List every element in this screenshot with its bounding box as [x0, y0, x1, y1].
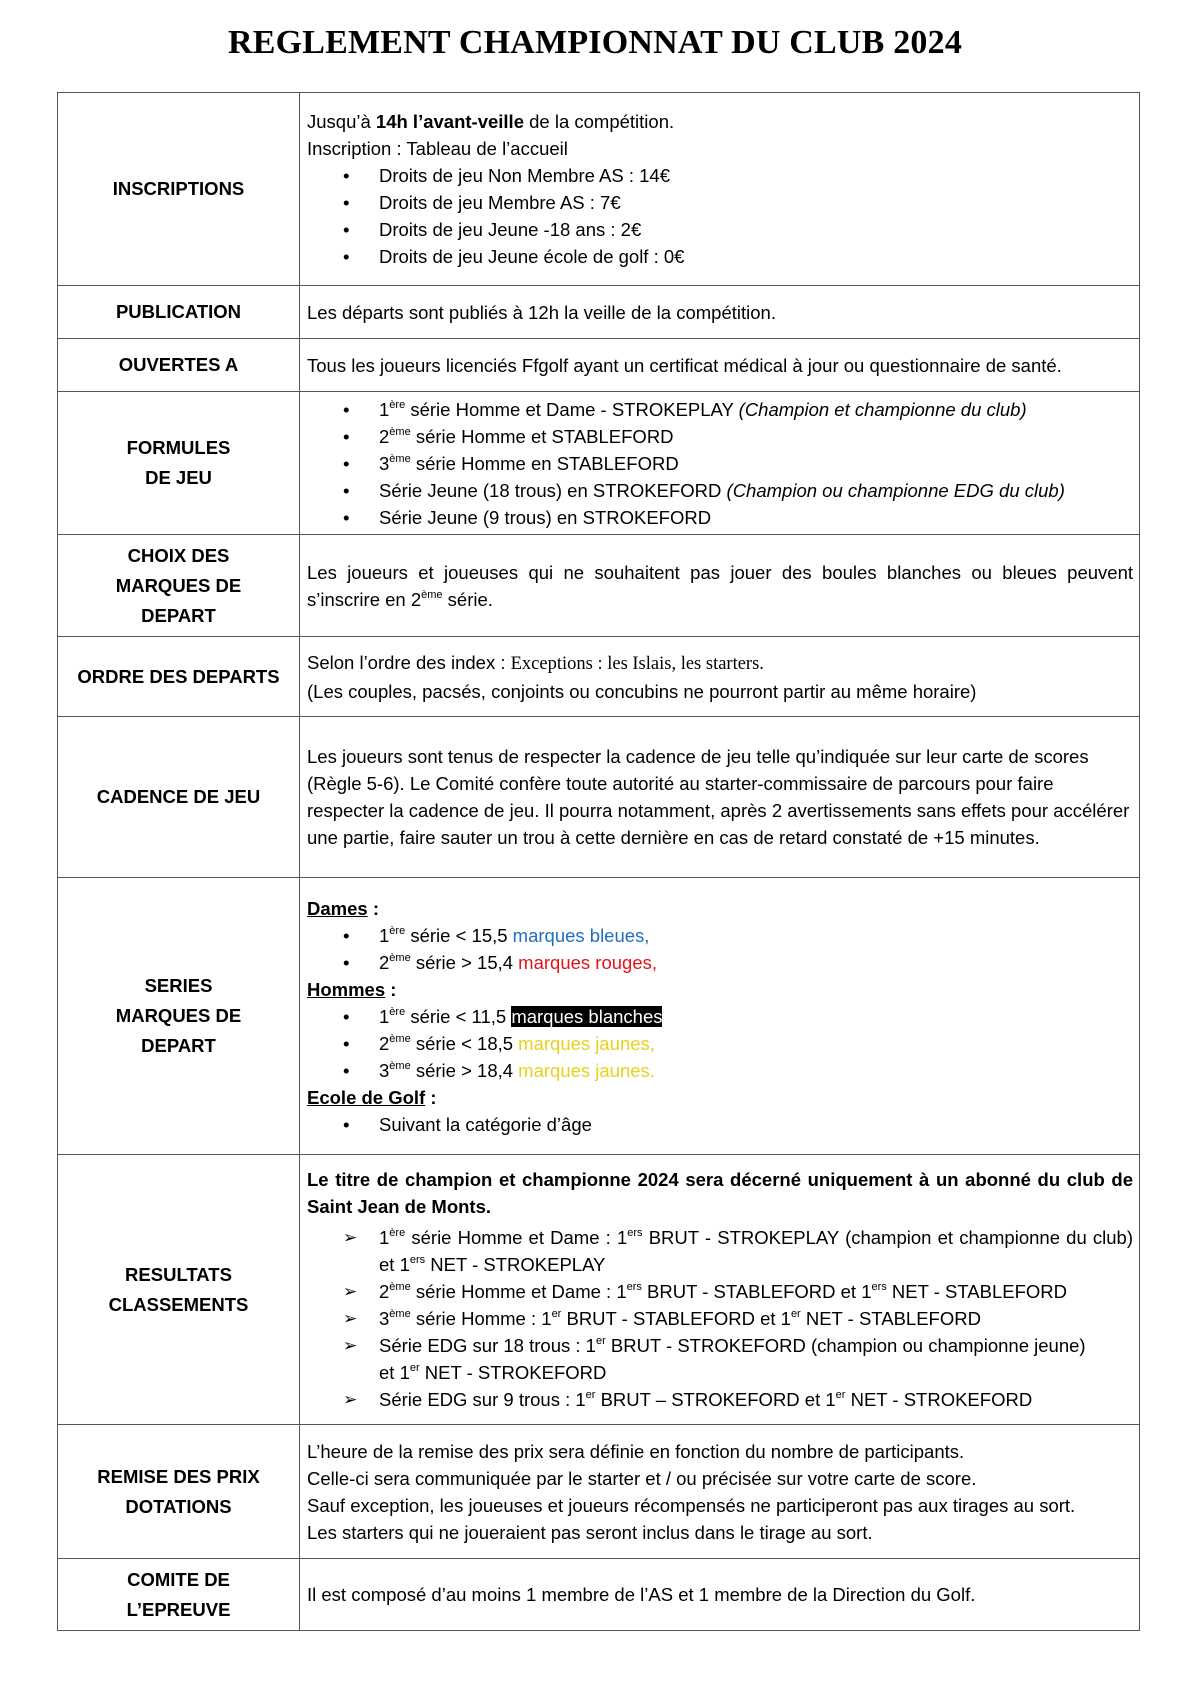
- section-label: Ecole de Golf: [307, 1086, 426, 1108]
- list-item: [307, 1332, 1133, 1386]
- text: Série EDG sur 18 trous : 1: [379, 1335, 596, 1356]
- rules-table: [57, 92, 1140, 1631]
- label-text: OUVERTES A: [118, 354, 239, 375]
- text: série > 18,4: [410, 1059, 519, 1081]
- content-comite: Il est composé d’au moins 1 membre de l’AS et 1 membre de la Direction du Golf.: [300, 1559, 1140, 1631]
- text: NET - STABLEFORD: [800, 1308, 981, 1329]
- ordre-line-2: (Les couples, pacsés, conjoints ou concubins ne pourront partir au même horaire): [307, 680, 977, 702]
- text: série.: [442, 588, 493, 610]
- content-series: [300, 878, 1140, 1155]
- list-item: • Suivant la catégorie d’âge: [307, 1111, 1133, 1138]
- text: série Homme et Dame : 1: [410, 1281, 627, 1302]
- text: série < 15,5: [405, 924, 513, 946]
- dames-list: [307, 922, 1133, 976]
- sup: ème: [389, 452, 411, 465]
- text: de la compétition.: [523, 111, 675, 132]
- label-text: L’EPREUVE: [126, 1598, 231, 1620]
- sup: ère: [389, 1005, 406, 1018]
- remise-line: L’heure de la remise des prix sera définie en fonction du nombre de participants.: [307, 1440, 965, 1462]
- text: série Homme en STABLEFORD: [410, 452, 679, 474]
- content-cadence: Les joueurs sont tenus de respecter la cadence de jeu telle qu’indiquée sur leur carte de scores (Règle 5-6). Le Comité confère toute autorité au starter-commissaire de parcours pour faire respecter la cadence de jeu. Il pourra notamment, après 2 avertissements sans effets pour accélérer une partie, faire sauter un trou à cette dernière en cas de retard constaté de +15 minutes.: [300, 717, 1140, 878]
- mark-blue: marques bleues,: [512, 924, 650, 946]
- content-inscriptions: [300, 93, 1140, 286]
- text: série < 11,5: [405, 1005, 512, 1027]
- label-text: DEPART: [141, 604, 216, 626]
- list-item: • Droits de jeu Non Membre AS : 14€: [307, 162, 1133, 189]
- sup: ème: [389, 425, 411, 438]
- text: Jusqu’à: [307, 111, 376, 132]
- sup: er: [551, 1308, 562, 1320]
- exceptions-text: Exceptions : les Islais, les starters.: [510, 653, 764, 674]
- text: NET - STROKEPLAY: [425, 1254, 606, 1275]
- resultats-intro: Le titre de champion et championne 2024 sera décerné uniquement à un abonné du club de Saint Jean de Monts.: [307, 1169, 1133, 1217]
- sup: ème: [389, 951, 411, 964]
- sup: ers: [626, 1281, 642, 1293]
- label-resultats: [58, 1155, 300, 1425]
- label-inscriptions: [58, 93, 300, 286]
- resultats-list: [307, 1224, 1133, 1413]
- label-text: SERIES: [144, 975, 213, 996]
- text: NET - STABLEFORD: [886, 1281, 1067, 1302]
- text: Série EDG sur 9 trous : 1: [379, 1389, 586, 1410]
- sup: ère: [389, 398, 406, 411]
- row-publication: [58, 286, 1140, 339]
- label-remise: [58, 1425, 300, 1559]
- deadline-bold: 14h l’avant-veille: [375, 111, 524, 132]
- list-item: [307, 1030, 1133, 1057]
- colon: :: [367, 897, 379, 919]
- row-cadence: [58, 717, 1140, 878]
- remise-line: Les starters qui ne joueraient pas seront inclus dans le tirage au sort.: [307, 1521, 873, 1543]
- text: 1: [379, 1227, 390, 1248]
- text: Série Jeune (9 trous) en STROKEFORD: [379, 506, 712, 528]
- text: BRUT – STROKEFORD et 1: [595, 1389, 836, 1410]
- content-ordre: [300, 637, 1140, 717]
- content-choix: [300, 535, 1140, 637]
- num: 1: [379, 924, 390, 946]
- label-text: MARQUES DE: [115, 1005, 242, 1026]
- content-publication: Les départs sont publiés à 12h la veille de la compétition.: [300, 286, 1140, 339]
- text: BRUT - STROKEPLAY (champion et championne du club) et 1: [379, 1227, 1133, 1275]
- section-label: Dames: [307, 897, 368, 919]
- remise-line: Sauf exception, les joueuses et joueurs récompensés ne participeront pas aux tirages au sort.: [307, 1494, 1076, 1516]
- ecole-heading: [307, 1084, 1133, 1111]
- num: 3: [379, 1059, 390, 1081]
- list-item: [307, 1057, 1133, 1084]
- sup: er: [835, 1389, 846, 1401]
- label-series: [58, 878, 300, 1155]
- label-text: ORDRE DES DEPARTS: [77, 665, 280, 687]
- text: et 1: [379, 1362, 410, 1383]
- list-item: • Droits de jeu Jeune -18 ans : 2€: [307, 216, 1133, 243]
- list-item: [307, 1386, 1133, 1413]
- num: 2: [379, 425, 390, 447]
- label-ordre: [58, 637, 300, 717]
- label-choix: [58, 535, 300, 637]
- label-text: RESULTATS: [125, 1263, 232, 1285]
- list-item: • Droits de jeu Membre AS : 7€: [307, 189, 1133, 216]
- sup: er: [585, 1389, 596, 1401]
- list-item: [307, 949, 1133, 976]
- list-item: [307, 1003, 1133, 1030]
- num: 1: [379, 1005, 390, 1027]
- mark-white: marques blanches: [511, 1005, 663, 1027]
- text: BRUT - STROKEFORD (champion ou championne jeune): [605, 1335, 1086, 1356]
- label-text: DOTATIONS: [125, 1495, 232, 1517]
- list-item: [307, 396, 1133, 423]
- ecole-list: [307, 1111, 1133, 1138]
- label-text: REMISE DES PRIX: [97, 1465, 260, 1487]
- content-ouvertes: Tous les joueurs licenciés Ffgolf ayant un certificat médical à jour ou questionnaire de santé.: [300, 339, 1140, 392]
- hommes-heading: [307, 976, 1133, 1003]
- sup: ème: [389, 1281, 411, 1293]
- text: BRUT - STABLEFORD et 1: [561, 1308, 791, 1329]
- text: BRUT - STABLEFORD et 1: [641, 1281, 872, 1302]
- row-formules: [58, 392, 1140, 535]
- row-ouvertes: [58, 339, 1140, 392]
- text: NET - STROKEFORD: [845, 1389, 1033, 1410]
- row-inscriptions: [58, 93, 1140, 286]
- italic-note: (Champion et championne du club): [738, 398, 1027, 420]
- mark-yellow: marques jaunes,: [518, 1032, 655, 1054]
- num: 2: [379, 951, 390, 973]
- colon: :: [425, 1086, 437, 1108]
- registration-place: Inscription : Tableau de l’accueil: [307, 138, 568, 159]
- text: Selon l’ordre des index :: [307, 651, 511, 673]
- mark-yellow: marques jaunes.: [518, 1059, 655, 1081]
- sup: ère: [389, 924, 406, 937]
- text: série Homme et Dame : 1: [405, 1227, 628, 1248]
- sup: ème: [389, 1059, 411, 1072]
- content-formules: [300, 392, 1140, 535]
- list-item: [307, 450, 1133, 477]
- label-text: CHOIX DES: [127, 544, 230, 566]
- sup: er: [595, 1335, 606, 1347]
- colon: :: [385, 978, 397, 1000]
- label-text: FORMULES: [126, 437, 231, 458]
- page-title: REGLEMENT CHAMPIONNAT DU CLUB 2024: [227, 24, 963, 61]
- text: NET - STROKEFORD: [419, 1362, 607, 1383]
- row-resultats: [58, 1155, 1140, 1425]
- remise-line: Celle-ci sera communiquée par le starter et / ou précisée sur votre carte de score.: [307, 1467, 977, 1489]
- text: 2: [379, 1281, 390, 1302]
- text: série Homme : 1: [410, 1308, 552, 1329]
- row-remise: [58, 1425, 1140, 1559]
- dames-heading: [307, 895, 1133, 922]
- row-ordre: [58, 637, 1140, 717]
- text: série < 18,5: [410, 1032, 519, 1054]
- list-item: [307, 1224, 1133, 1278]
- ordre-line-1: [307, 649, 1133, 678]
- label-cadence: [58, 717, 300, 878]
- row-comite: [58, 1559, 1140, 1631]
- label-text: DEPART: [141, 1035, 216, 1056]
- label-text: INSCRIPTIONS: [112, 178, 245, 199]
- sup: er: [790, 1308, 801, 1320]
- sup: ers: [409, 1254, 426, 1266]
- sup: ème: [389, 1032, 411, 1045]
- label-ouvertes: [58, 339, 300, 392]
- text: 3: [379, 1308, 390, 1329]
- sup: ère: [389, 1227, 406, 1239]
- text: série Homme et STABLEFORD: [410, 425, 674, 447]
- label-text: DE JEU: [145, 467, 212, 488]
- label-text: PUBLICATION: [115, 301, 242, 322]
- deadline-line: [307, 108, 1133, 135]
- mark-red: marques rouges,: [518, 951, 657, 973]
- sup: ers: [627, 1227, 643, 1239]
- hommes-list: [307, 1003, 1133, 1084]
- num: 2: [379, 1032, 390, 1054]
- sup: ème: [421, 588, 443, 601]
- list-item: [307, 423, 1133, 450]
- list-item: • Droits de jeu Jeune école de golf : 0€: [307, 243, 1133, 270]
- row-series: [58, 878, 1140, 1155]
- list-item: [307, 477, 1133, 504]
- content-remise: [300, 1425, 1140, 1559]
- list-item: [307, 922, 1133, 949]
- sup: ers: [871, 1281, 887, 1293]
- list-item: [307, 1278, 1133, 1305]
- num: 1: [379, 398, 390, 420]
- text: série Homme et Dame - STROKEPLAY: [405, 398, 739, 420]
- list-item: [307, 1305, 1133, 1332]
- text: Série Jeune (18 trous) en STROKEFORD: [379, 479, 727, 501]
- num: 3: [379, 452, 390, 474]
- formules-list: [307, 396, 1133, 531]
- row-choix: [58, 535, 1140, 637]
- label-publication: [58, 286, 300, 339]
- text: Les joueurs et joueuses qui ne souhaitent pas jouer des boules blanches ou bleues peuvent s’inscrire en 2: [307, 561, 1133, 610]
- italic-note: (Champion ou championne EDG du club): [726, 479, 1065, 501]
- label-text: COMITE DE: [127, 1568, 230, 1590]
- label-text: CLASSEMENTS: [108, 1293, 249, 1315]
- sup: er: [409, 1362, 420, 1374]
- content-resultats: [300, 1155, 1140, 1425]
- list-item: [307, 504, 1133, 531]
- fees-list: [307, 162, 1133, 270]
- label-text: CADENCE DE JEU: [96, 786, 261, 807]
- sup: ème: [389, 1308, 411, 1320]
- label-comite: [58, 1559, 300, 1631]
- section-label: Hommes: [307, 978, 386, 1000]
- label-text: MARQUES DE: [115, 574, 242, 596]
- text: série > 15,4: [410, 951, 519, 973]
- label-formules: [58, 392, 300, 535]
